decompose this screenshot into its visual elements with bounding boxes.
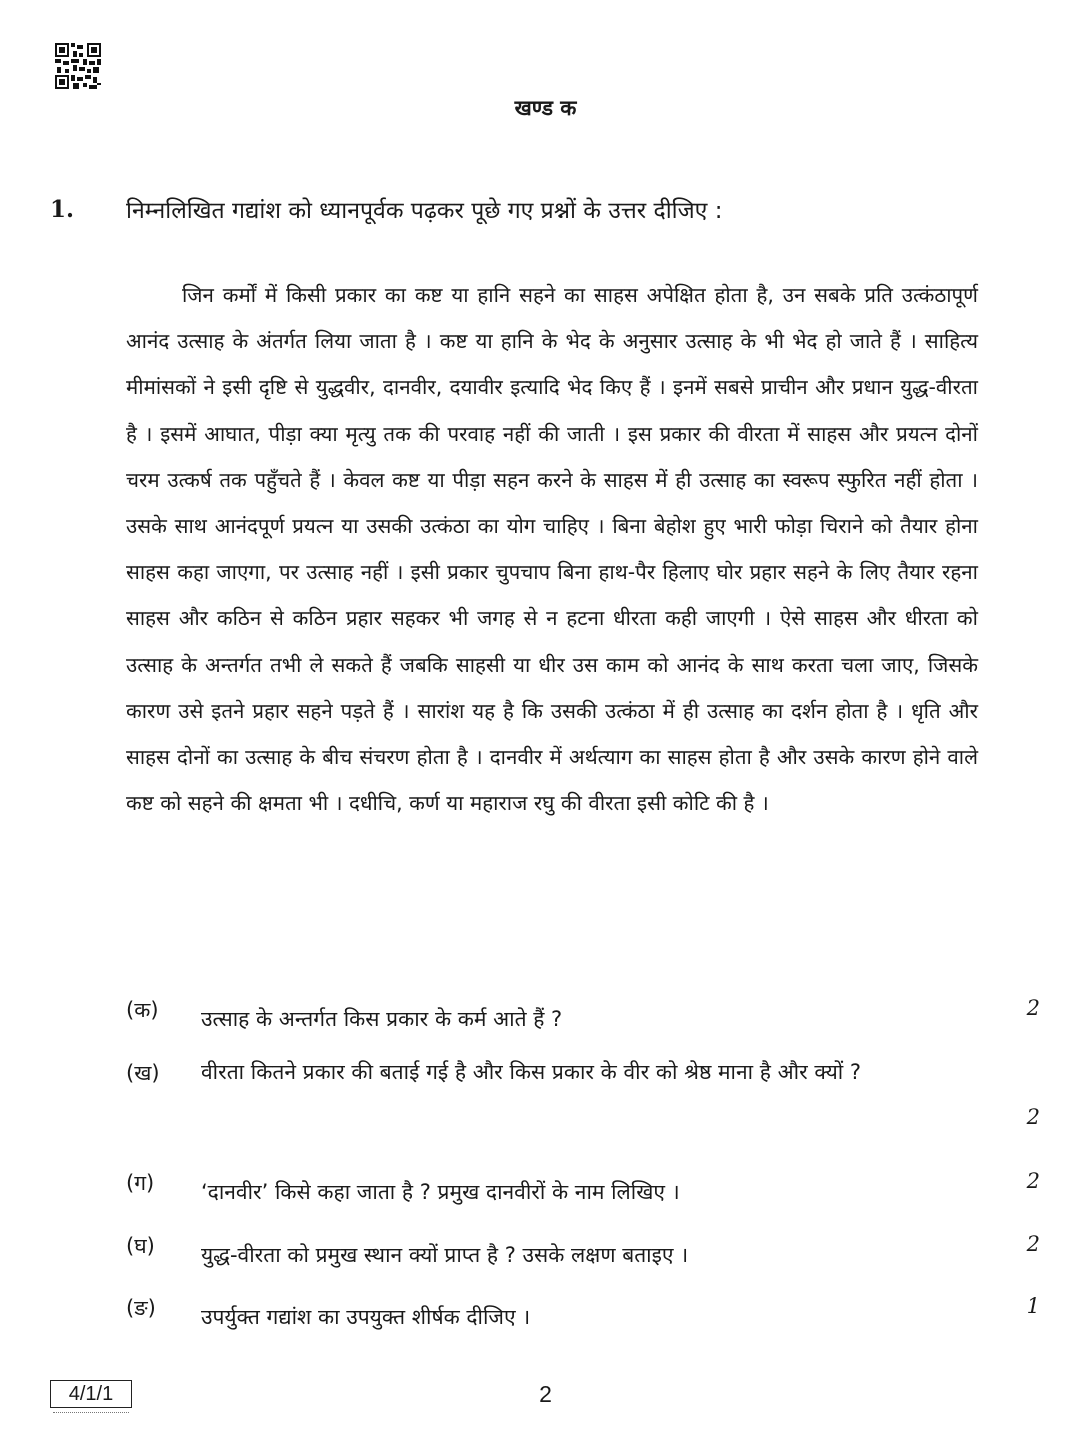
question-instruction: निम्नलिखित गद्यांश को ध्यानपूर्वक पढ़कर पूछे गए प्रश्नों के उत्तर दीजिए : [126, 198, 723, 224]
sub-question-label: (ख) [126, 1061, 160, 1085]
sub-question-text: उत्साह के अन्तर्गत किस प्रकार के कर्म आते हैं ? [201, 1007, 563, 1031]
sub-question-marks: 2 [1026, 1232, 1040, 1256]
sub-question-label: (ग) [126, 1171, 155, 1195]
passage-text: जिन कर्मों में किसी प्रकार का कष्ट या हानि सहने का साहस अपेक्षित होता है, उन सबके प्रति उत्कंठापूर्ण आनंद उत्साह के अंतर्गत लिया जाता है । कष्ट या हानि के भेद के अनुसार उत्साह के भी भेद हो जाते हैं । साहित्य मीमांसकों ने इसी दृष्टि से युद्धवीर, दानवीर, दयावीर इत्यादि भेद किए हैं । इनमें सबसे प्राचीन और प्रधान युद्ध-वीरता है । इसमें आघात, पीड़ा क्या मृत्यु तक की परवाह नहीं की जाती । इस प्रकार की वीरता में साहस और प्रयत्न दोनों चरम उत्कर्ष तक पहुँचते हैं । केवल कष्ट या पीड़ा सहन करने के साहस में ही उत्साह का स्वरूप स्फुरित नहीं होता । उसके साथ आनंदपूर्ण प्रयत्न या उसकी उत्कंठा का योग चाहिए । बिना बेहोश हुए भारी फोड़ा चिराने को तैयार होना साहस कहा जाएगा, पर उत्साह नहीं । इसी प्रकार चुपचाप बिना हाथ-पैर हिलाए घोर प्रहार सहने के लिए तैयार रहना साहस और कठिन से कठिन प्रहार सहकर भी जगह से न हटना धीरता कही जाएगी । ऐसे साहस और धीरता को उत्साह के अन्तर्गत तभी ले सकते हैं जबकि साहसी या धीर उस काम को आनंद के साथ करता चला जाए, जिसके कारण उसे इतने प्रहार सहने पड़ते हैं । सारांश यह है कि उसकी उत्कंठा में ही उत्साह का दर्शन होता है । धृति और साहस दोनों का उत्साह के बीच संचरण होता है । दानवीर में अर्थत्याग का साहस होता है और उसके कारण होने वाले कष्ट को सहने की क्षमता भी । दधीचि, कर्ण या महाराज रघु की वीरता इसी कोटि की है । [126, 283, 978, 816]
sub-question-label: (क) [126, 998, 159, 1022]
sub-question-marks: 2 [1026, 996, 1040, 1020]
sub-question-text: उपर्युक्त गद्यांश का उपयुक्त शीर्षक दीजिए । [201, 1305, 531, 1329]
sub-question-text: ‘दानवीर’ किसे कहा जाता है ? प्रमुख दानवीरों के नाम लिखिए । [201, 1180, 680, 1204]
paper-code: 4/1/1 [50, 1380, 132, 1408]
page-number: 2 [539, 1381, 552, 1407]
sub-question-text: युद्ध-वीरता को प्रमुख स्थान क्यों प्राप्त है ? उसके लक्षण बताइए । [201, 1243, 689, 1267]
sub-question-text: वीरता कितने प्रकार की बताई गई है और किस प्रकार के वीर को श्रेष्ठ माना है और क्यों ? [201, 1060, 862, 1084]
sub-question-label: (ङ) [126, 1296, 156, 1320]
sub-question-marks: 2 [1026, 1105, 1040, 1129]
qr-code-icon [55, 43, 101, 89]
question-number: 1. [50, 196, 75, 223]
sub-question-marks: 2 [1026, 1169, 1040, 1193]
sub-question-marks: 1 [1026, 1294, 1040, 1318]
sub-question-label: (घ) [126, 1234, 155, 1258]
section-title: खण्ड क [514, 96, 577, 120]
